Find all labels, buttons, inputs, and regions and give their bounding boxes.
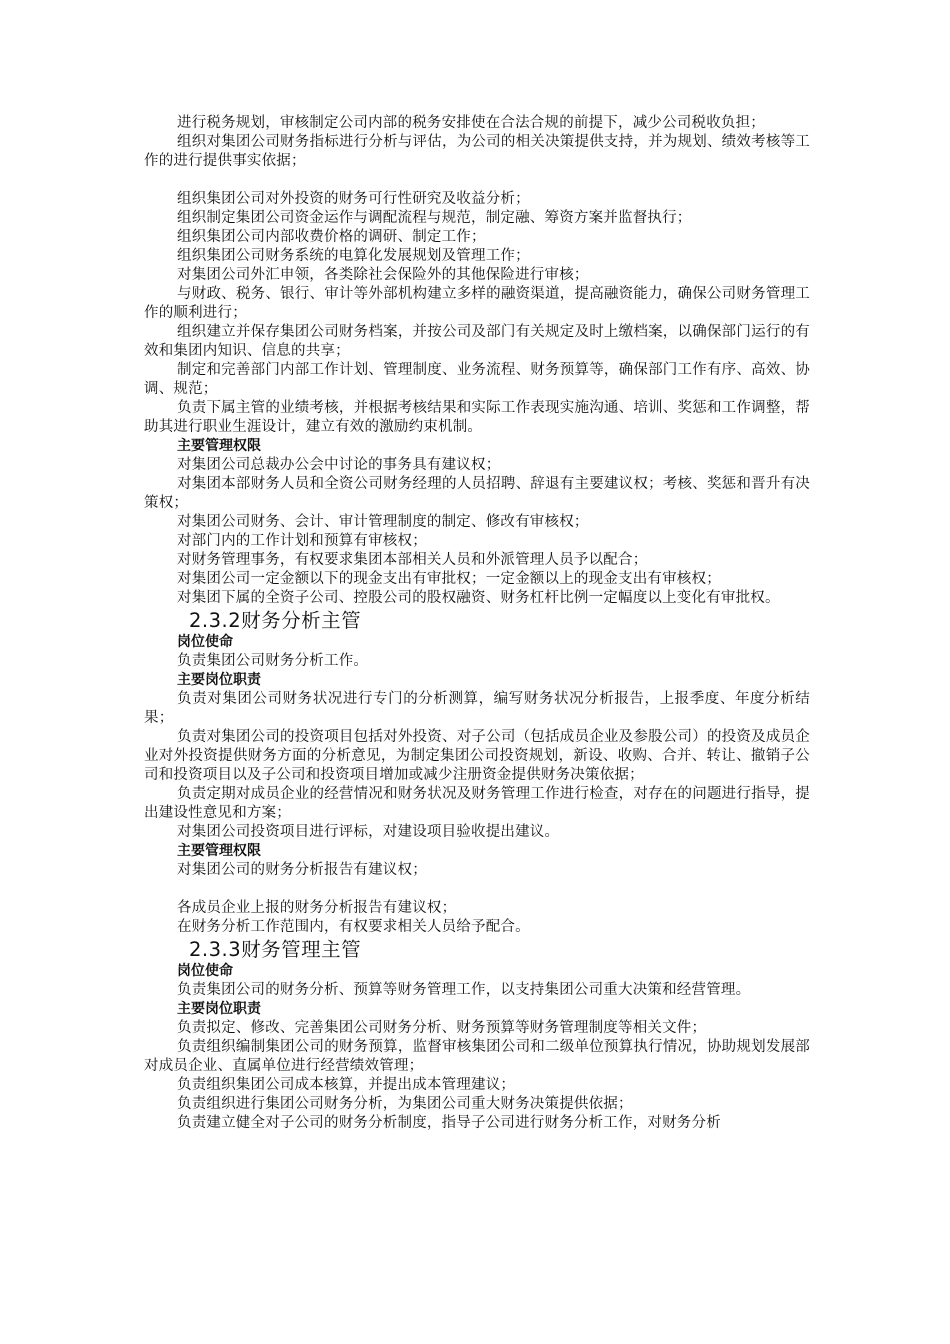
blank-line <box>144 880 810 899</box>
section-heading-financial-analysis-supervisor: 2.3.2财务分析主管 <box>189 609 362 632</box>
subheading-management-authority: 主要管理权限 <box>177 438 261 454</box>
paragraph: 组织集团公司内部收费价格的调研、制定工作； <box>177 229 486 245</box>
paragraph: 对集团公司投资项目进行评标，对建设项目验收提出建议。 <box>177 824 560 840</box>
paragraph: 负责下属主管的业绩考核，并根据考核结果和实际工作表现实施沟通、培训、奖惩和工作调整，帮助其进行职业生涯设计，建立有效的激励约束机制。 <box>144 400 810 435</box>
paragraph: 组织制定集团公司资金运作与调配流程与规范，制定融、筹资方案并监督执行； <box>177 210 692 226</box>
paragraph: 与财政、税务、银行、审计等外部机构建立多样的融资渠道，提高融资能力，确保公司财务管理工作的顺利进行； <box>144 286 810 321</box>
paragraph: 对集团公司总裁办公会中讨论的事务具有建议权； <box>177 457 501 473</box>
paragraph: 负责对集团公司财务状况进行专门的分析测算，编写财务状况分析报告，上报季度、年度分析结果； <box>144 691 810 726</box>
paragraph: 负责集团公司的财务分析、预算等财务管理工作，以支持集团公司重大决策和经营管理。 <box>177 982 751 998</box>
paragraph: 组织集团公司对外投资的财务可行性研究及收益分析； <box>177 191 530 207</box>
paragraph: 组织集团公司财务系统的电算化发展规划及管理工作； <box>177 248 530 264</box>
paragraph: 进行税务规划，审核制定公司内部的税务安排使在合法合规的前提下，减少公司税收负担； <box>177 115 765 131</box>
paragraph: 负责拟定、修改、完善集团公司财务分析、财务预算等财务管理制度等相关文件； <box>177 1020 707 1036</box>
blank-line <box>144 171 810 190</box>
paragraph: 负责定期对成员企业的经营情况和财务状况及财务管理工作进行检查，对存在的问题进行指导，提出建设性意见和方案； <box>144 786 810 821</box>
paragraph: 对集团公司的财务分析报告有建议权； <box>177 862 427 878</box>
paragraph: 对财务管理事务，有权要求集团本部相关人员和外派管理人员予以配合； <box>177 552 648 568</box>
document-body <box>144 114 810 1133</box>
subheading-responsibilities: 主要岗位职责 <box>177 672 261 688</box>
paragraph: 对部门内的工作计划和预算有审核权； <box>177 533 427 549</box>
paragraph: 各成员企业上报的财务分析报告有建议权； <box>177 900 457 916</box>
paragraph: 对集团公司财务、会计、审计管理制度的制定、修改有审核权； <box>177 514 589 530</box>
paragraph: 负责集团公司财务分析工作。 <box>177 653 369 669</box>
paragraph: 负责组织进行集团公司财务分析，为集团公司重大财务决策提供依据； <box>177 1096 633 1112</box>
paragraph: 对集团本部财务人员和全资公司财务经理的人员招聘、辞退有主要建议权；考核、奖惩和晋升有决策权； <box>144 476 810 511</box>
paragraph: 负责组织集团公司成本核算，并提出成本管理建议； <box>177 1077 516 1093</box>
paragraph: 组织对集团公司财务指标进行分析与评估，为公司的相关决策提供支持，并为规划、绩效考核等工作的进行提供事实依据； <box>144 134 810 169</box>
paragraph: 负责对集团公司的投资项目包括对外投资、对子公司（包括成员企业及参股公司）的投资及成员企业对外投资提供财务方面的分析意见，为制定集团公司投资规划，新设、收购、合并、转让、撤销子公司和投资项目以及子公司和投资项目增加或减少注册资金提供财务决策依据； <box>144 729 810 783</box>
paragraph: 组织建立并保存集团公司财务档案，并按公司及部门有关规定及时上缴档案，以确保部门运行的有效和集团内知识、信息的共享； <box>144 324 810 359</box>
section-heading-financial-management-supervisor: 2.3.3财务管理主管 <box>189 938 362 961</box>
paragraph: 对集团公司一定金额以下的现金支出有审批权；一定金额以上的现金支出有审核权； <box>177 571 721 587</box>
subheading-mission: 岗位使命 <box>177 634 233 650</box>
subheading-management-authority: 主要管理权限 <box>177 843 261 859</box>
subheading-mission: 岗位使命 <box>177 963 233 979</box>
paragraph: 负责建立健全对子公司的财务分析制度，指导子公司进行财务分析工作，对财务分析 <box>177 1115 721 1131</box>
subheading-responsibilities: 主要岗位职责 <box>177 1001 261 1017</box>
paragraph: 对集团公司外汇申领，各类除社会保险外的其他保险进行审核； <box>177 267 589 283</box>
paragraph: 制定和完善部门内部工作计划、管理制度、业务流程、财务预算等，确保部门工作有序、高效、协调、规范； <box>144 362 810 397</box>
paragraph: 在财务分析工作范围内，有权要求相关人员给予配合。 <box>177 919 530 935</box>
paragraph: 负责组织编制集团公司的财务预算，监督审核集团公司和二级单位预算执行情况，协助规划发展部对成员企业、直属单位进行经营绩效管理； <box>144 1039 810 1074</box>
paragraph: 对集团下属的全资子公司、控股公司的股权融资、财务杠杆比例一定幅度以上变化有审批权。 <box>177 590 780 606</box>
